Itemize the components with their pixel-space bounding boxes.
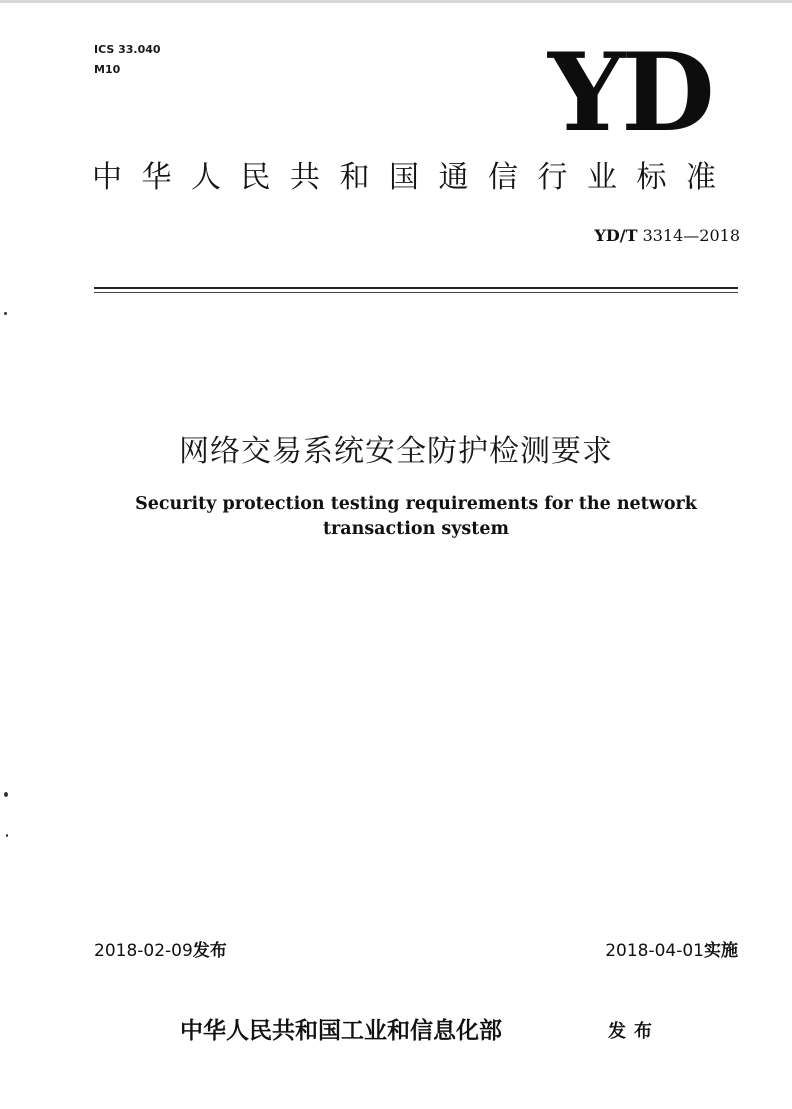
standard-number-prefix: YD/T xyxy=(594,226,638,245)
standard-number xyxy=(560,224,740,248)
classification-block xyxy=(94,40,161,80)
effective-date-line xyxy=(540,938,738,964)
scan-edge xyxy=(0,0,792,3)
standard-number-value: 3314—2018 xyxy=(642,226,740,245)
issue-date: 2018-02-09 xyxy=(94,941,193,961)
issue-label: 发布 xyxy=(192,941,227,961)
issuer-action: 发布 xyxy=(608,1021,660,1042)
scan-speck xyxy=(4,312,7,315)
scan-speck xyxy=(6,834,8,837)
issuer-name: 中华人民共和国工业和信息化部 xyxy=(180,1017,502,1044)
title-chinese: 网络交易系统安全防护检测要求 xyxy=(179,434,613,469)
header-divider xyxy=(94,287,738,293)
issue-date-line xyxy=(94,938,227,964)
effective-date: 2018-04-01 xyxy=(605,941,704,961)
category-code: M10 xyxy=(94,63,121,76)
scan-speck xyxy=(4,792,8,797)
organization-banner: 中华人民共和国通信行业标准 xyxy=(92,160,736,195)
ics-code: ICS 33.040 xyxy=(94,43,161,56)
yd-logo: YD xyxy=(548,30,711,156)
effective-label: 实施 xyxy=(704,941,738,961)
title-english: Security protection testing requirements for the network transaction system xyxy=(135,494,697,539)
